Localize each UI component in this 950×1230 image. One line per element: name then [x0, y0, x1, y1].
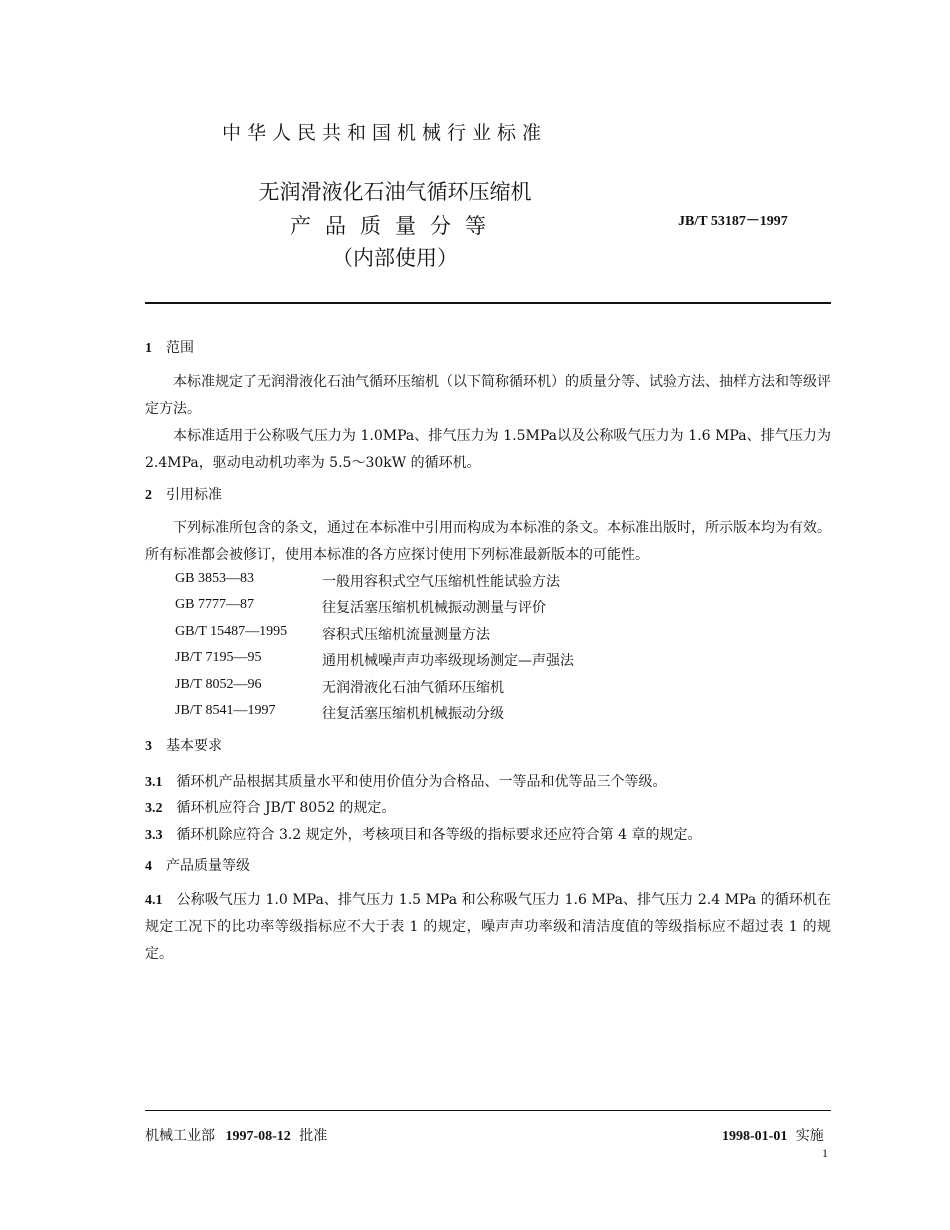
section-title: 基本要求: [166, 738, 222, 754]
reference-title: 通用机械噪声声功率级现场测定—声强法: [322, 653, 574, 669]
reference-code: JB/T 8541—1997: [175, 703, 276, 718]
section-1-heading: [145, 337, 194, 357]
reference-code: GB 7777—87: [175, 597, 254, 612]
section-1-paragraph-2: 本标准适用于公称吸气压力为 1.0MPa、排气压力为 1.5MPa以及公称吸气压力为 1.6 MPa、排气压力为 2.4MPa，驱动电动机功率为 5.5～30kW 的循环机。: [145, 428, 831, 471]
approval-label: 批准: [299, 1128, 328, 1144]
clause-text: 循环机产品根据其质量水平和使用价值分为合格品、一等品和优等品三个等级。: [176, 774, 667, 790]
reference-code: GB 3853—83: [175, 571, 254, 586]
reference-title: 容积式压缩机流量测量方法: [322, 627, 490, 643]
clause-number: 3.1: [145, 775, 163, 790]
reference-title: 一般用容积式空气压缩机性能试验方法: [322, 574, 560, 590]
clause-text: 循环机应符合 JB/T 8052 的规定。: [176, 800, 396, 816]
section-number: 2: [145, 488, 152, 503]
issuing-department: 机械工业部: [145, 1128, 215, 1144]
clause-text: 公称吸气压力 1.0 MPa、排气压力 1.5 MPa 和公称吸气压力 1.6 MPa、排气压力 2.4 MPa 的循环机在规定工况下的比功率等级指标应不大于表 1 的规定，噪声声功率级和清洁度值的等级指标应不超过表 1 的规定。: [145, 892, 831, 962]
approval-date: 1997-08-12: [225, 1129, 291, 1144]
issuing-org: 中华人民共和国机械行业标准: [222, 122, 548, 144]
clause-text: 循环机除应符合 3.2 规定外，考核项目和各等级的指标要求还应符合第 4 章的规定。: [176, 827, 702, 843]
clause-number: 3.3: [145, 828, 163, 843]
implementation-label: 实施: [795, 1128, 824, 1144]
section-1-paragraph-1: 本标准规定了无润滑液化石油气循环压缩机（以下简称循环机）的质量分等、试验方法、抽样方法和等级评定方法。: [145, 374, 831, 417]
section-number: 3: [145, 739, 152, 754]
reference-code: GB/T 15487—1995: [175, 624, 288, 639]
clause-3-2: [145, 797, 395, 817]
section-number: 4: [145, 859, 152, 874]
header-rule: [145, 302, 831, 304]
section-title: 范围: [166, 340, 194, 356]
usage-note: （内部使用）: [332, 246, 458, 270]
reference-title: 无润滑液化石油气循环压缩机: [322, 680, 504, 696]
footer-rule: [145, 1110, 831, 1111]
clause-3-3: [145, 824, 701, 844]
section-title: 引用标准: [166, 487, 222, 503]
clause-4-1: [145, 887, 831, 968]
reference-title: 往复活塞压缩机机械振动测量与评价: [322, 600, 546, 616]
section-2-heading: [145, 484, 222, 504]
page-number: 1: [822, 1146, 828, 1160]
section-title: 产品质量等级: [166, 858, 250, 874]
implementation-date: 1998-01-01: [722, 1129, 788, 1144]
implementation-line: [722, 1125, 824, 1145]
document-title: 无润滑液化石油气循环压缩机: [258, 180, 532, 204]
standard-code: JB/T 53187－1997: [678, 214, 788, 229]
section-number: 1: [145, 341, 152, 356]
reference-code: JB/T 7195—95: [175, 650, 262, 665]
section-4-heading: [145, 855, 250, 875]
document-subtitle: 产品质量分等: [290, 214, 500, 238]
clause-3-1: [145, 771, 667, 791]
clause-number: 4.1: [145, 893, 163, 908]
section-2-paragraph: 下列标准所包含的条文，通过在本标准中引用而构成为本标准的条文。本标准出版时，所示版本均为有效。所有标准都会被修订，使用本标准的各方应探讨使用下列标准最新版本的可能性。: [145, 520, 831, 563]
reference-code: JB/T 8052—96: [175, 677, 262, 692]
reference-title: 往复活塞压缩机机械振动分级: [322, 706, 504, 722]
section-3-heading: [145, 735, 222, 755]
approval-line: [145, 1125, 327, 1145]
clause-number: 3.2: [145, 801, 163, 816]
